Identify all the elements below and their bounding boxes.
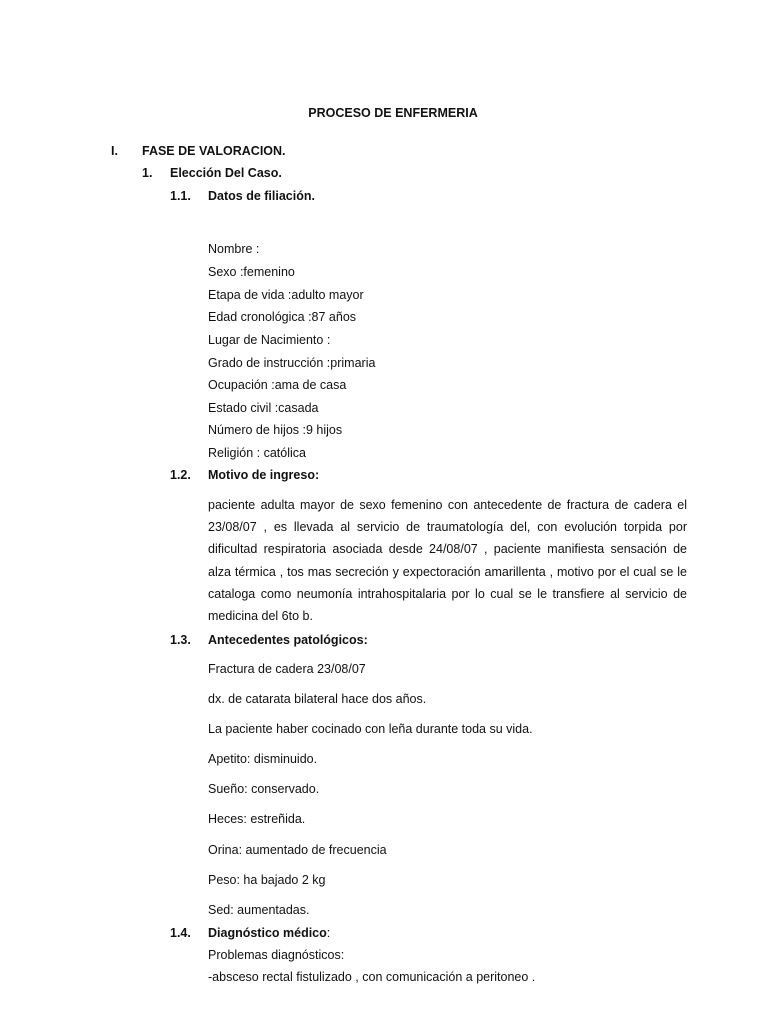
field-edad: Edad cronológica :87 años — [208, 310, 357, 324]
subsection-1-4-colon: : — [326, 926, 331, 940]
antecedente-item: Sed: aumentadas. — [208, 903, 310, 917]
subsection-1-3-title: Antecedentes patológicos: — [208, 633, 368, 647]
field-lugar-nacimiento: Lugar de Nacimiento : — [208, 333, 331, 347]
field-etapa-de-vida: Etapa de vida :adulto mayor — [208, 288, 364, 302]
diagnostico-item: -absceso rectal fistulizado , con comunicación a peritoneo . — [208, 970, 536, 984]
subsection-1-1-number: 1.1. — [170, 189, 191, 203]
antecedente-item: Heces: estreñida. — [208, 812, 306, 826]
antecedente-item: La paciente haber cocinado con leña durante toda su vida. — [208, 722, 533, 736]
field-religion: Religión : católica — [208, 446, 306, 460]
antecedente-item: Apetito: disminuido. — [208, 752, 318, 766]
subsection-1-1-title: Datos de filiación. — [208, 189, 315, 203]
antecedente-item: dx. de catarata bilateral hace dos años. — [208, 692, 427, 706]
subsection-1-2-title: Motivo de ingreso: — [208, 468, 320, 482]
phase-title: FASE DE VALORACION. — [142, 144, 286, 158]
field-ocupacion: Ocupación :ama de casa — [208, 378, 347, 392]
subsection-1-4-title: Diagnóstico médico — [208, 926, 327, 940]
section-1-title: Elección Del Caso. — [170, 166, 282, 180]
subsection-1-2-number: 1.2. — [170, 468, 191, 482]
field-nombre: Nombre : — [208, 242, 260, 256]
antecedente-item: Fractura de cadera 23/08/07 — [208, 662, 366, 676]
section-1-number: 1. — [142, 166, 153, 180]
antecedente-item: Sueño: conservado. — [208, 782, 320, 796]
motivo-ingreso-paragraph: paciente adulta mayor de sexo femenino con antecedente de fractura de cadera el 23/08/07 , es llevada al servicio de traumatología del, con evolución torpida por dificultad respiratoria asociada desde 24/08/07 , paciente manifiesta sensación de alza térmica , tos mas secreción y expectoración amarillenta , motivo por el cual se le cataloga como neumonía intrahospitalaria por lo cual se le transfiere al servicio de medicina del 6to b. — [208, 498, 687, 624]
subsection-1-4-heading — [208, 926, 330, 940]
document-title: PROCESO DE ENFERMERIA — [308, 106, 478, 120]
field-estado-civil: Estado civil :casada — [208, 401, 319, 415]
field-numero-hijos: Número de hijos :9 hijos — [208, 423, 343, 437]
field-sexo: Sexo :femenino — [208, 265, 295, 279]
antecedente-item: Orina: aumentado de frecuencia — [208, 843, 387, 857]
subsection-1-4-number: 1.4. — [170, 926, 191, 940]
problemas-diagnosticos-label: Problemas diagnósticos: — [208, 948, 345, 962]
subsection-1-3-number: 1.3. — [170, 633, 191, 647]
field-grado-instruccion: Grado de instrucción :primaria — [208, 356, 376, 370]
phase-number: I. — [111, 144, 118, 158]
antecedente-item: Peso: ha bajado 2 kg — [208, 873, 326, 887]
